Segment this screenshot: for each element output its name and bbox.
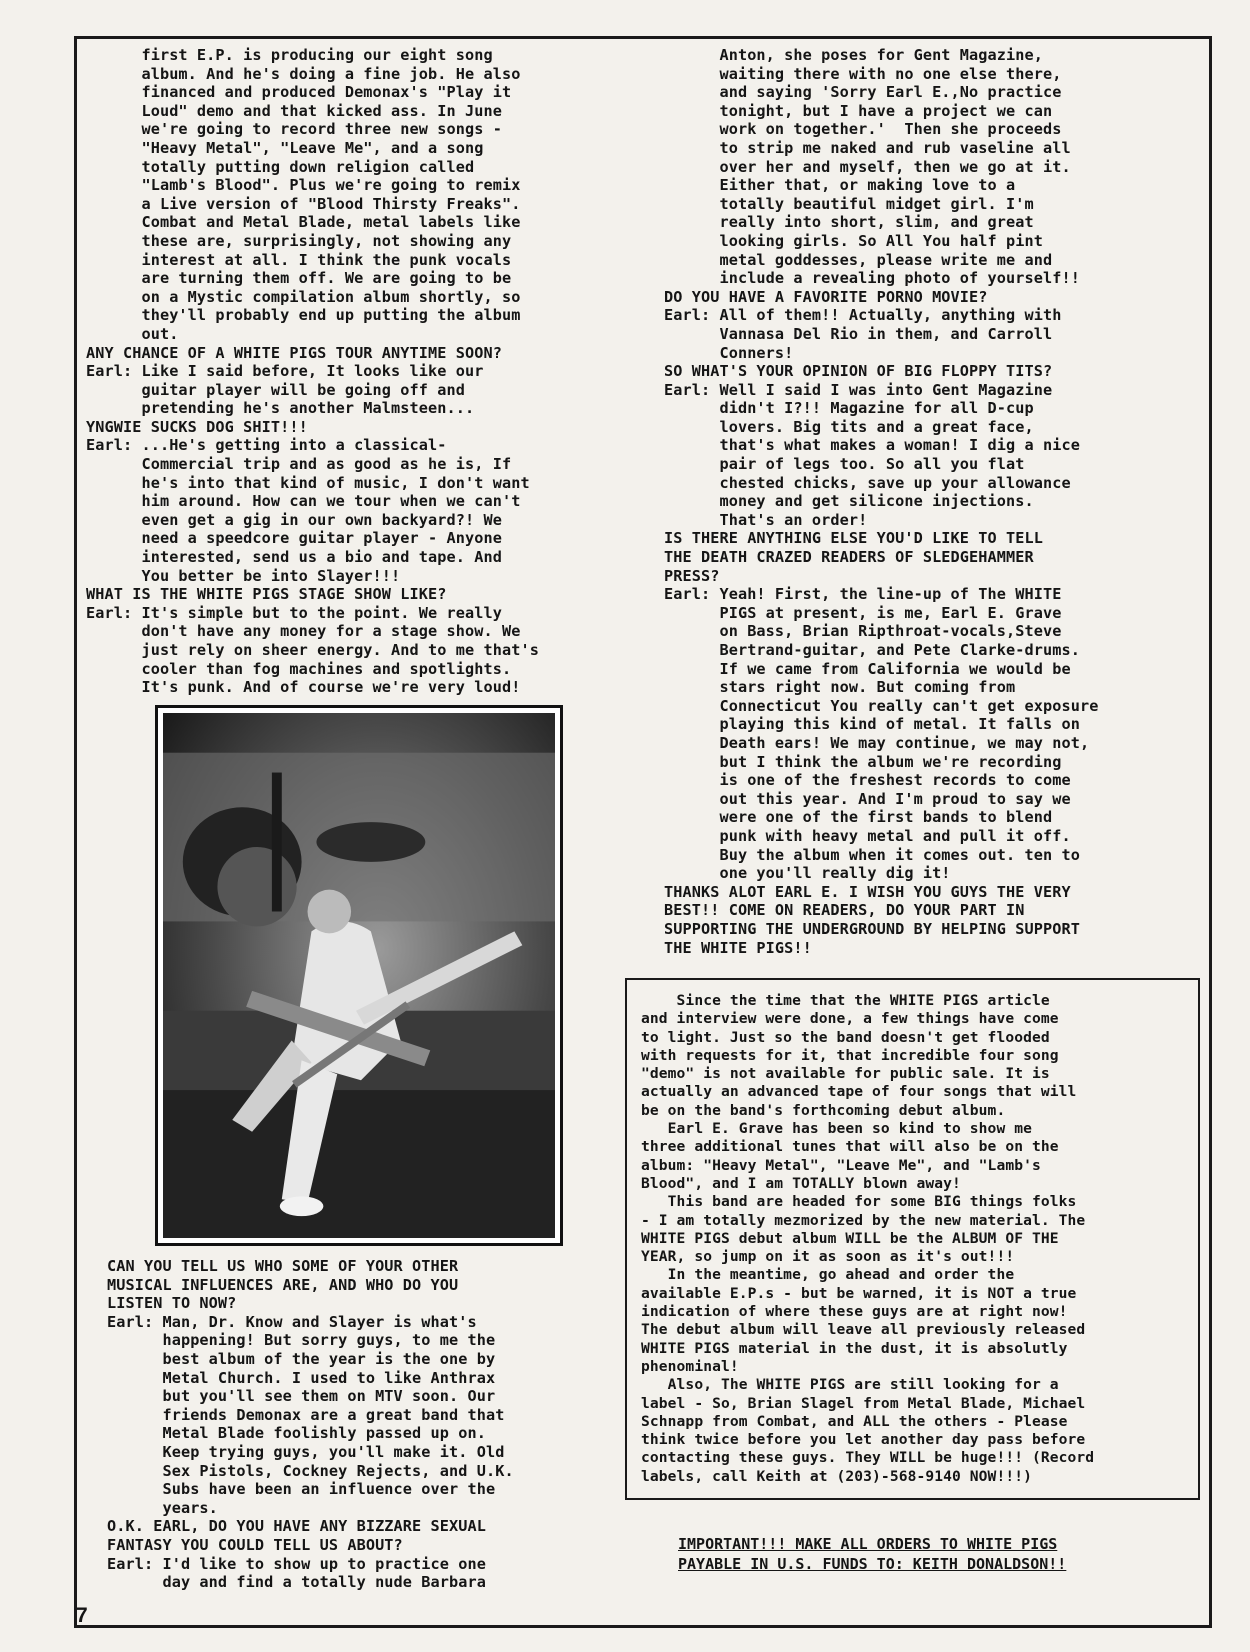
text-line: and interview were done, a few things have come — [641, 1010, 1059, 1028]
text-line: metal goddesses, please write me and — [664, 250, 1053, 269]
text-line: one you'll really dig it! — [664, 864, 951, 883]
text-line: to strip me naked and rub vaseline all — [664, 138, 1071, 157]
text-line: album: "Heavy Metal", "Leave Me", and "Lamb's — [641, 1156, 1041, 1174]
page-number: 7 — [76, 1604, 88, 1627]
band-live-photo — [155, 705, 563, 1246]
text-line: Schnapp from Combat, and ALL the others - Please — [641, 1412, 1068, 1430]
text-line: Earl: All of them!! Actually, anything with — [664, 306, 1062, 325]
text-line: YNGWIE SUCKS DOG SHIT!!! — [86, 417, 308, 436]
text-line: cooler than fog machines and spotlights. — [86, 659, 512, 678]
text-line: even get a gig in our own backyard?! We — [86, 510, 502, 529]
text-line: Earl: Man, Dr. Know and Slayer is what's — [107, 1312, 477, 1331]
text-line: think twice before you let another day pass before — [641, 1431, 1086, 1449]
text-line: to light. Just so the band doesn't get flooded — [641, 1028, 1050, 1046]
interview-left-column-bottom — [107, 1257, 514, 1592]
text-line: tonight, but I have a project we can — [664, 101, 1053, 120]
text-line: Earl: Like I said before, It looks like our — [86, 362, 484, 381]
text-line: day and find a totally nude Barbara — [107, 1573, 486, 1592]
text-line: looking girls. So All You half pint — [664, 231, 1043, 250]
text-line: Earl: Well I said I was into Gent Magazine — [664, 380, 1053, 399]
text-line: Metal Church. I used to like Anthrax — [107, 1368, 496, 1387]
text-line: You better be into Slayer!!! — [86, 566, 401, 585]
text-line: WHITE PIGS material in the dust, it is absolutly — [641, 1339, 1068, 1357]
text-line: money and get silicone injections. — [664, 492, 1034, 511]
text-line: album. And he's doing a fine job. He also — [86, 64, 521, 83]
text-line: Earl: ...He's getting into a classical- — [86, 436, 447, 455]
text-line: SUPPORTING THE UNDERGROUND BY HELPING SUPPORT — [664, 919, 1080, 938]
text-line: we're going to record three new songs - — [86, 120, 502, 139]
text-line: three additional tunes that will also be on the — [641, 1138, 1059, 1156]
text-line: Death ears! We may continue, we may not, — [664, 733, 1090, 752]
text-line: indication of where these guys are at right now! — [641, 1303, 1068, 1321]
text-line: playing this kind of metal. It falls on — [664, 715, 1080, 734]
text-line: label - So, Brian Slagel from Metal Blade, Michael — [641, 1394, 1086, 1412]
text-line: are turning them off. We are going to be — [86, 269, 512, 288]
text-line: - I am totally mezmorized by the new material. The — [641, 1211, 1086, 1229]
text-line: YEAR, so jump on it as soon as it's out!!! — [641, 1248, 1015, 1266]
text-line: Vannasa Del Rio in them, and Carroll — [664, 324, 1053, 343]
text-line: labels, call Keith at (203)-568-9140 NOW!!!) — [641, 1467, 1032, 1485]
text-line: over her and myself, then we go at it. — [664, 157, 1071, 176]
text-line: best album of the year is the one by — [107, 1349, 496, 1368]
text-line: "Heavy Metal", "Leave Me", and a song — [86, 138, 484, 157]
text-line: that's what makes a woman! I dig a nice — [664, 436, 1080, 455]
text-line: Earl E. Grave has been so kind to show me — [641, 1120, 1032, 1138]
text-line: Since the time that the WHITE PIGS article — [641, 992, 1050, 1009]
text-line: The debut album will leave all previously released — [641, 1321, 1086, 1339]
text-line: phenominal! — [641, 1357, 739, 1375]
text-line: Bertrand-guitar, and Pete Clarke-drums. — [664, 641, 1080, 659]
text-line: Connecticut You really can't get exposure — [664, 696, 1099, 715]
text-line: didn't I?!! Magazine for all D-cup — [664, 399, 1034, 418]
text-line: with requests for it, that incredible four song — [641, 1046, 1059, 1064]
text-line: In the meantime, go ahead and order the — [641, 1266, 1015, 1284]
text-line: him around. How can we tour when we can't — [86, 492, 521, 511]
text-line: work on together.' Then she proceeds — [664, 120, 1062, 139]
text-line: This band are headed for some BIG things folks — [641, 1193, 1077, 1211]
text-line: need a speedcore guitar player - Anyone — [86, 529, 502, 548]
text-line: IS THERE ANYTHING ELSE YOU'D LIKE TO TELL — [664, 529, 1043, 548]
text-line: SO WHAT'S YOUR OPINION OF BIG FLOPPY TITS? — [664, 362, 1053, 381]
text-line: Blood", and I am TOTALLY blown away! — [641, 1174, 961, 1192]
text-line: Anton, she poses for Gent Magazine, — [664, 46, 1043, 64]
text-line: years. — [107, 1498, 218, 1517]
text-line: DO YOU HAVE A FAVORITE PORNO MOVIE? — [664, 287, 988, 306]
text-line: punk with heavy metal and pull it off. — [664, 826, 1071, 845]
text-line: actually an advanced tape of four songs that will — [641, 1083, 1077, 1101]
text-line: "Lamb's Blood". Plus we're going to remix — [86, 176, 521, 195]
text-line: totally beautiful midget girl. I'm — [664, 194, 1034, 213]
interview-right-column — [664, 46, 1098, 957]
text-line: first E.P. is producing our eight song — [86, 46, 493, 64]
text-line: really into short, slim, and great — [664, 213, 1034, 232]
text-line: interested, send us a bio and tape. And — [86, 548, 502, 567]
text-line: just rely on sheer energy. And to me that's — [86, 641, 539, 659]
text-line: Earl: It's simple but to the point. We really — [86, 603, 502, 622]
text-line: PIGS at present, is me, Earl E. Grave — [664, 603, 1062, 622]
text-line: Also, The WHITE PIGS are still looking for a — [641, 1376, 1059, 1394]
text-line: waiting there with no one else there, — [664, 64, 1062, 83]
text-line: PRESS? — [664, 566, 720, 585]
text-line: If we came from California we would be — [664, 659, 1071, 678]
text-line: friends Demonax are a great band that — [107, 1405, 505, 1424]
text-line: on Bass, Brian Ripthroat-vocals,Steve — [664, 622, 1062, 641]
text-line: pretending he's another Malmsteen... — [86, 399, 475, 418]
text-line: THANKS ALOT EARL E. I WISH YOU GUYS THE VERY — [664, 882, 1071, 901]
text-line: lovers. Big tits and a great face, — [664, 417, 1034, 436]
text-line: Buy the album when it comes out. ten to — [664, 845, 1080, 864]
text-line: Metal Blade foolishly passed up on. — [107, 1424, 486, 1443]
text-line: Commercial trip and as good as he is, If — [86, 455, 512, 474]
text-line: That's an order! — [664, 510, 868, 529]
text-line: IMPORTANT!!! MAKE ALL ORDERS TO WHITE PIGS — [678, 1535, 1058, 1553]
text-line: out this year. And I'm proud to say we — [664, 789, 1071, 808]
text-line: MUSICAL INFLUENCES ARE, AND WHO DO YOU — [107, 1275, 459, 1294]
text-line: Combat and Metal Blade, metal labels like — [86, 213, 521, 232]
text-line: WHITE PIGS debut album WILL be the ALBUM OF THE — [641, 1229, 1059, 1247]
text-line: Sex Pistols, Cockney Rejects, and U.K. — [107, 1461, 514, 1480]
text-line: Earl: Yeah! First, the line-up of The WHITE — [664, 585, 1062, 604]
text-line: a Live version of "Blood Thirsty Freaks". — [86, 194, 521, 213]
interview-left-column-top — [86, 46, 539, 697]
editor-note-box — [625, 978, 1200, 1500]
text-line: Either that, or making love to a — [664, 176, 1016, 195]
text-line: but I think the album we're recording — [664, 752, 1062, 771]
text-line: be on the band's forthcoming debut album. — [641, 1101, 1006, 1119]
text-line: THE WHITE PIGS!! — [664, 938, 812, 957]
text-line: PAYABLE IN U.S. FUNDS TO: KEITH DONALDSON!! — [678, 1555, 1067, 1573]
text-line: and saying 'Sorry Earl E.,No practice — [664, 83, 1062, 102]
text-line: they'll probably end up putting the album — [86, 306, 521, 325]
text-line: contacting these guys. They WILL be huge!!! (Record — [641, 1449, 1095, 1467]
text-line: don't have any money for a stage show. We — [86, 622, 521, 641]
guitarist-photo-image — [163, 713, 555, 1238]
text-line: LISTEN TO NOW? — [107, 1294, 237, 1313]
text-line: BEST!! COME ON READERS, DO YOUR PART IN — [664, 901, 1025, 920]
text-line: It's punk. And of course we're very loud! — [86, 678, 521, 697]
order-instructions — [678, 1534, 1066, 1574]
text-line: "demo" is not available for public sale. It is — [641, 1065, 1050, 1083]
text-line: THE DEATH CRAZED READERS OF SLEDGEHAMMER — [664, 548, 1034, 567]
text-line: but you'll see them on MTV soon. Our — [107, 1387, 496, 1406]
text-line: ANY CHANCE OF A WHITE PIGS TOUR ANYTIME SOON? — [86, 343, 502, 362]
text-line: on a Mystic compilation album shortly, so — [86, 287, 521, 306]
text-line: out. — [86, 324, 179, 343]
text-line: Earl: I'd like to show up to practice one — [107, 1554, 486, 1573]
text-line: is one of the freshest records to come — [664, 771, 1071, 790]
text-line: were one of the first bands to blend — [664, 808, 1053, 827]
editor-note-text — [641, 992, 1188, 1486]
text-line: he's into that kind of music, I don't want — [86, 473, 530, 492]
text-line: include a revealing photo of yourself!! — [664, 269, 1080, 288]
text-line: Conners! — [664, 343, 794, 362]
text-line: Keep trying guys, you'll make it. Old — [107, 1442, 505, 1461]
text-line: Loud" demo and that kicked ass. In June — [86, 101, 502, 120]
text-line: stars right now. But coming from — [664, 678, 1016, 697]
text-line: CAN YOU TELL US WHO SOME OF YOUR OTHER — [107, 1257, 459, 1275]
text-line: O.K. EARL, DO YOU HAVE ANY BIZZARE SEXUAL — [107, 1517, 486, 1536]
text-line: chested chicks, save up your allowance — [664, 473, 1071, 492]
text-line: guitar player will be going off and — [86, 380, 465, 399]
text-line: interest at all. I think the punk vocals — [86, 250, 512, 269]
text-line: available E.P.s - but be warned, it is NOT a true — [641, 1284, 1077, 1302]
text-line: WHAT IS THE WHITE PIGS STAGE SHOW LIKE? — [86, 585, 447, 604]
text-line: financed and produced Demonax's "Play it — [86, 83, 512, 102]
text-line: pair of legs too. So all you flat — [664, 455, 1025, 474]
text-line: these are, surprisingly, not showing any — [86, 231, 512, 250]
text-line: totally putting down religion called — [86, 157, 475, 176]
text-line: Subs have been an influence over the — [107, 1480, 496, 1499]
text-line: FANTASY YOU COULD TELL US ABOUT? — [107, 1535, 403, 1554]
text-line: happening! But sorry guys, to me the — [107, 1331, 496, 1350]
